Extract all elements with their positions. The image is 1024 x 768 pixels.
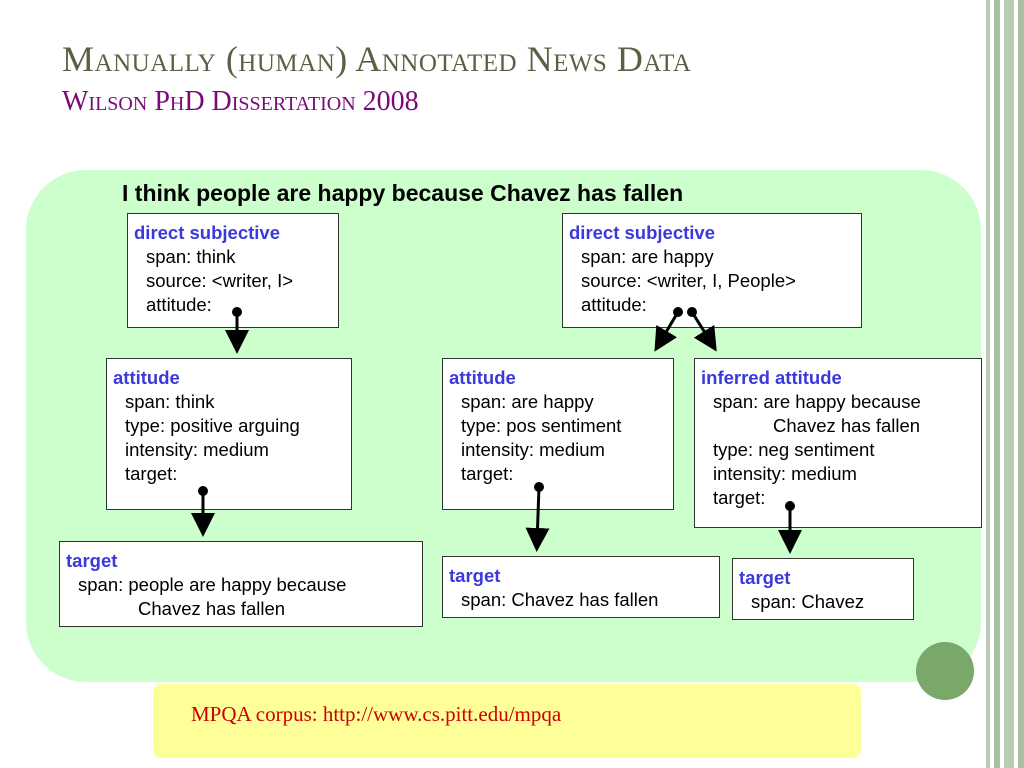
box-line: intensity: medium [461,439,605,460]
box-header: direct subjective [569,222,716,243]
box-line: type: positive arguing [125,415,300,436]
box-header: target [449,565,501,586]
arrow-att2-to-target2 [534,482,544,543]
slide-title: Manually (human) Annotated News Data [62,39,692,79]
example-sentence: I think people are happy because Chavez has fallen [122,180,684,206]
box-line: attitude: [581,294,647,315]
box-line: span: Chavez [751,591,865,612]
box-header: target [739,567,791,588]
box-line: target: [713,487,766,508]
box-line: source: <writer, I, People> [581,270,796,291]
box-line: attitude: [146,294,212,315]
box-line: type: pos sentiment [461,415,622,436]
box-header: attitude [113,367,180,388]
box-line: source: <writer, I> [146,270,294,291]
arrow-att1-to-target1 [198,486,208,528]
box-line: intensity: medium [713,463,857,484]
box-line: span: people are happy because [78,574,347,595]
box-line: intensity: medium [125,439,269,460]
slide-subtitle: Wilson PhD Dissertation 2008 [62,86,419,117]
box-line: type: neg sentiment [713,439,875,460]
box-line: span: are happy [461,391,594,412]
box-header: inferred attitude [701,367,842,388]
box-line: span: are happy [581,246,714,267]
box-line: Chavez has fallen [773,415,921,436]
box-line: target: [125,463,178,484]
box-header: direct subjective [134,222,281,243]
box-line: Chavez has fallen [138,598,286,619]
arrow-ds1-to-att1 [232,307,242,345]
box-line: span: think [146,246,236,267]
box-header: attitude [449,367,516,388]
box-line: target: [461,463,514,484]
box-header: target [66,550,118,571]
box-line: span: are happy because [713,391,921,412]
box-line: span: think [125,391,215,412]
arrow-inferred-to-target3 [785,501,795,545]
box-line: span: Chavez has fallen [461,589,659,610]
mpqa-corpus-link[interactable]: MPQA corpus: http://www.cs.pitt.edu/mpqa [191,702,562,726]
arrow-ds2-to-att2 [659,307,683,344]
arrow-ds2-to-inferred [687,307,712,344]
footer-note [153,684,861,758]
